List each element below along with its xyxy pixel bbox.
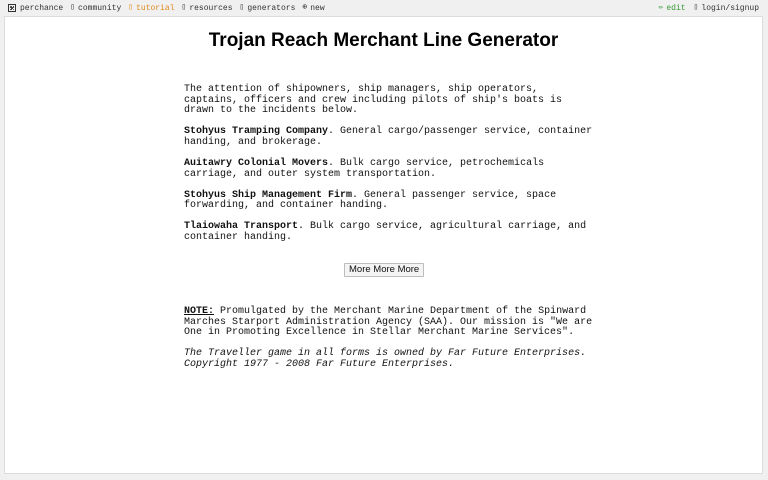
company-entry (184, 222, 594, 243)
nav-login[interactable] (694, 4, 759, 13)
tutorial-icon: ▯ (128, 3, 134, 12)
more-button[interactable]: More More More (344, 263, 424, 277)
nav-perchance[interactable] (8, 4, 63, 13)
generator-panel (4, 16, 763, 474)
nav-new-label: new (310, 3, 325, 13)
plus-circle-icon: ⊕ (302, 3, 308, 12)
company-desc: . Bulk cargo service, agricultural carriage, and container handing. (184, 221, 587, 243)
user-icon: ▯ (693, 3, 699, 12)
nav-resources-label: resources (189, 3, 233, 13)
nav-edit[interactable] (659, 4, 686, 13)
company-desc: . General cargo/passenger service, container handing, and brokerage. (184, 126, 593, 148)
nav-resources[interactable] (182, 4, 233, 13)
note-section (184, 307, 594, 381)
copyright-text: The Traveller game in all forms is owned by Far Future Enterprises. Copyright 1977 - 2008 Far Future Enterprises. (184, 348, 587, 370)
note-paragraph (184, 307, 594, 339)
generator-output (184, 85, 594, 254)
pencil-icon: ✏ (658, 3, 664, 12)
top-nav-bar (0, 0, 768, 16)
note-text: Promulgated by the Merchant Marine Department of the Spinward Marches Starport Administration Agency (SAA). Our mission is "We are One in Promoting Excellence in Stellar Merchant Marine Services". (184, 306, 593, 339)
top-nav-right (651, 4, 768, 13)
dice-icon (8, 4, 16, 12)
company-name: Stohyus Ship Management Firm (184, 189, 353, 201)
company-entry (184, 127, 594, 148)
nav-generators[interactable] (240, 4, 296, 13)
nav-community-label: community (78, 3, 122, 13)
company-desc: . General passenger service, space forwarding, and container handing. (184, 189, 557, 212)
nav-perchance-label: perchance (20, 3, 64, 13)
company-entry (184, 191, 594, 212)
top-nav-left (0, 4, 332, 13)
intro-text: The attention of shipowners, ship managers, ship operators, captains, officers and crew including pilots of ship's boats is drawn to the incidents below. (184, 84, 563, 117)
nav-community[interactable] (70, 4, 121, 13)
note-label: NOTE: (184, 306, 215, 317)
nav-tutorial-label: tutorial (136, 3, 175, 13)
page-title: Trojan Reach Merchant Line Generator (208, 30, 559, 51)
nav-login-label: login/signup (701, 3, 759, 13)
company-name: Auitawry Colonial Movers (184, 157, 329, 169)
resources-icon: ▯ (181, 3, 187, 12)
generators-icon: ▯ (239, 3, 245, 12)
company-name: Tlaiowaha Transport (184, 221, 299, 233)
nav-tutorial[interactable] (128, 4, 174, 13)
company-name: Stohyus Tramping Company (184, 126, 329, 138)
nav-generators-label: generators (247, 3, 296, 13)
community-icon: ▯ (70, 3, 76, 12)
company-desc: . Bulk cargo service, petrochemicals carriage, and outer system transportation. (184, 157, 545, 180)
nav-new[interactable] (302, 4, 324, 13)
company-entry (184, 159, 594, 180)
nav-edit-label: edit (666, 3, 686, 13)
